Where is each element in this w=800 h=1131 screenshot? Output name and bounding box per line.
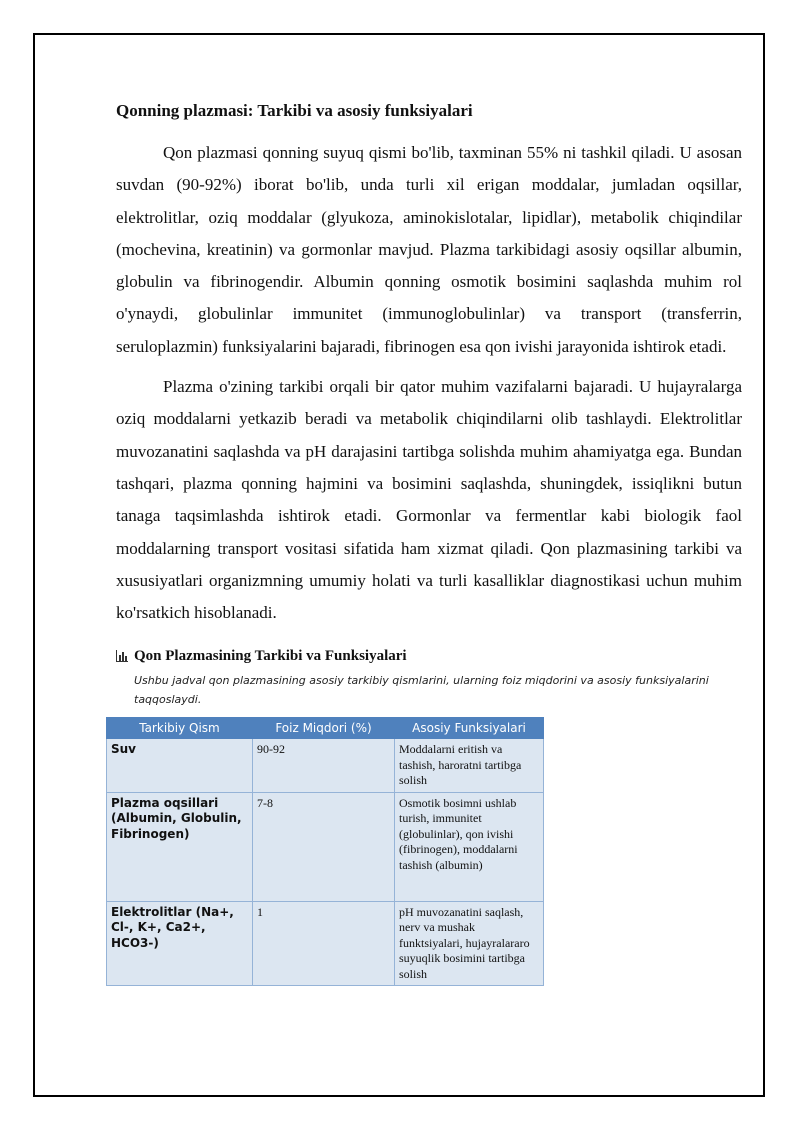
cell-functions: Osmotik bosimni ushlab turish, immunitet (globulinlar), qon ivishi (fibrinogen), moddalarni tashish (albumin)	[395, 792, 544, 901]
table-row	[107, 792, 544, 901]
cell-functions: Moddalarni eritish va tashish, haroratni tartibga solish	[395, 739, 544, 793]
cell-component: Plazma oqsillari (Albumin, Globulin, Fibrinogen)	[107, 792, 253, 901]
cell-percentage: 7-8	[253, 792, 395, 901]
cell-component: Suv	[107, 739, 253, 793]
paragraph-1: Qon plazmasi qonning suyuq qismi bo'lib, taxminan 55% ni tashkil qiladi. U asosan suvdan (90-92%) iborat bo'lib, unda turli xil erigan moddalar, jumladan oqsillar, elektrolitlar, oziq moddalar (glyukoza, aminokislotalar, lipidlar), metabolik chiqindilar (mochevina, kreatinin) va gormonlar mavjud. Plazma tarkibidagi asosiy oqsillar albumin, globulin va fibrinogendir. Albumin qonning osmotik bosimini saqlashda muhim rol o'ynaydi, globulinlar immunitet (immunoglobulinlar) va transport (transferrin, seruloplazmin) funksiyalarini bajaradi, fibrinogen esa qon ivishi jarayonida ishtirok etadi.	[116, 143, 742, 356]
table-heading	[116, 645, 742, 667]
table-heading-text: Qon Plazmasining Tarkibi va Funksiyalari	[134, 648, 407, 665]
column-header: Asosiy Funksiyalari	[395, 718, 544, 739]
table-header-row	[107, 718, 544, 739]
cell-functions: pH muvozanatini saqlash, nerv va mushak funktsiyalari, hujayralararo suyuqlik bosimini tartibga solish	[395, 901, 544, 986]
document-body	[111, 100, 742, 986]
plasma-table	[106, 717, 544, 986]
document-title: Qonning plazmasi: Tarkibi va asosiy funksiyalari	[116, 101, 473, 120]
paragraph-2: Plazma o'zining tarkibi orqali bir qator muhim vazifalarni bajaradi. U hujayralarga oziq moddalarni yetkazib beradi va metabolik chiqindilarni olib tashlaydi. Elektrolitlar muvozanatini saqlashda va pH darajasini tartibga solishda muhim ahamiyatga ega. Bundan tashqari, plazma qonning hajmini va bosimini saqlashda, shuningdek, issiqlikni butun tanaga taqsimlashda ishtirok etadi. Gormonlar va fermentlar kabi biologik faol moddalarning transport vositasi sifatida ham xizmat qiladi. Qon plazmasining tarkibi va xususiyatlari organizmning umumiy holati va turli kasalliklar diagnostikasi uchun muhim ko'rsatkich hisoblanadi.	[116, 377, 742, 623]
bar-chart-icon	[116, 650, 128, 662]
column-header: Tarkibiy Qism	[107, 718, 253, 739]
cell-component: Elektrolitlar (Na+, Cl-, K+, Ca2+, HCO3-)	[107, 901, 253, 986]
cell-percentage: 1	[253, 901, 395, 986]
table-caption: Ushbu jadval qon plazmasining asosiy tarkibiy qismlarini, ularning foiz miqdorini va asosiy funksiyalarini taqqoslaydi.	[134, 674, 709, 707]
column-header: Foiz Miqdori (%)	[253, 718, 395, 739]
table-row	[107, 739, 544, 793]
cell-percentage: 90-92	[253, 739, 395, 793]
table-row	[107, 901, 544, 986]
